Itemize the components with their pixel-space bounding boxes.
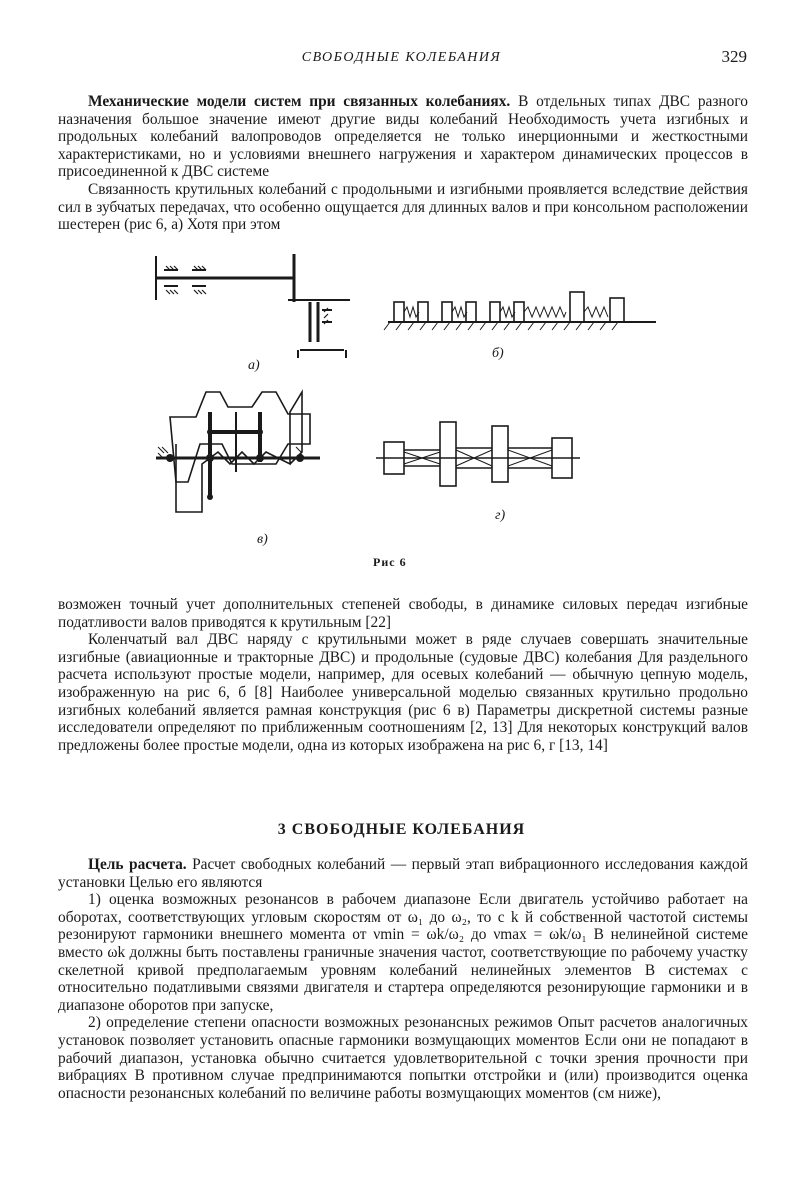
- intro-block: [58, 93, 748, 234]
- goal-paragraph: [58, 856, 748, 891]
- list-item-1-start: 1) оценка возможных резонансов в рабочем диапазоне Если двигатель устойчиво работает на оборотах, соответствующих угловым скоростям от ω₁ до ω₂, то с k й собственной частотой системы резонируют гармоники внешнего момента от: [58, 891, 748, 944]
- goal-lead: Цель расчета.: [88, 856, 187, 873]
- figure-a-label: а): [248, 358, 260, 373]
- intro-heading: Механические модели систем при связанных колебаниях.: [88, 93, 511, 110]
- harmonic-formula: νmin = ωk/ω₂ до νmax = ωk/ω₁: [373, 926, 587, 944]
- section-title: 3 СВОБОДНЫЕ КОЛЕБАНИЯ: [277, 821, 526, 838]
- running-head: СВОБОДНЫЕ КОЛЕБАНИЯ: [301, 50, 502, 65]
- figure-6: [140, 242, 660, 582]
- page-number: 329: [721, 47, 747, 66]
- section-body: [58, 856, 748, 1102]
- figure-g-drawing: [140, 242, 660, 562]
- list-item-1: [58, 891, 748, 1014]
- after-figure-block: [58, 596, 748, 754]
- list-item-2: 2) определение степени опасности возможных резонансных режимов Опыт расчетов аналогичных установок позволяет установить опасные гармоники возмущающих моментов Если они не попадают в рабочий диапазон, установка обычно считается удовлетворительной с точки зрения прочности при вибрациях В противном случае предпринимаются попытки отстройки и (или) производится оценка опасности резонансных колебаний по величине работы возмущающих моментов (см ниже),: [58, 1014, 748, 1102]
- after-figure-paragraph-1: возможен точный учет дополнительных степеней свободы, в динамике силовых передач изгибные податливости валов приводятся к крутильным [22]: [58, 596, 748, 631]
- goal-body: Расчет свободных колебаний — первый этап вибрационного исследования каждой установки Целью его являются: [58, 856, 748, 891]
- intro-paragraph-2: Связанность крутильных колебаний с продольными и изгибными проявляется вследствие действия сил в зубчатых передачах, что особенно ощущается для длинных валов и при консольном расположении шестерен (рис 6, а) Хотя при этом: [58, 180, 748, 234]
- intro-paragraph-1-body: В отдельных типах ДВС разного назначения большое значение имеют другие виды колебаний Необходимость учета изгибных и продольных колебаний валопроводов определяется не только инерционными и жесткостными характеристиками, но и условиями внешнего нагружения и характером динамических процессов в присоединенной к ДВС системе: [58, 93, 748, 181]
- intro-paragraph-1: [58, 93, 748, 181]
- figure-caption: Рис 6: [373, 555, 407, 569]
- after-figure-paragraph-2: Коленчатый вал ДВС наряду с крутильными может в ряде случаев совершать значительные изгибные (авиационные и тракторные ДВС) и продольные (судовые ДВС) колебания Для раздельного расчета используют простые модели, например, для осевых колебаний — обычную цепную модель, изображенную на рис 6, б [8] Наиболее универсальной моделью связанных крутильно продольно изгибных колебаний является рамная конструкция (рис 6 в) Параметры дискретной системы разные исследователи определяют по приближенным соотношениям [2, 13] Для некоторых конструкций валов предложены более простые модели, одна из которых изображена на рис 6, г [13, 14]: [58, 631, 748, 754]
- figure-v-label: в): [257, 532, 268, 547]
- figure-b-label: б): [492, 346, 504, 361]
- figure-g-label: г): [495, 508, 506, 523]
- list-item-1-end: В нелинейной системе вместо ωk должны быть поставлены граничные значения частот, соответствующие по рабочему участку скелетной кривой предполагаемым уровням колебаний нелинейных элементов В системах с относительно податливыми связями двигателя и стартера определяются резонирующие гармоники и в диапазоне оборотов при запуске,: [58, 926, 748, 1014]
